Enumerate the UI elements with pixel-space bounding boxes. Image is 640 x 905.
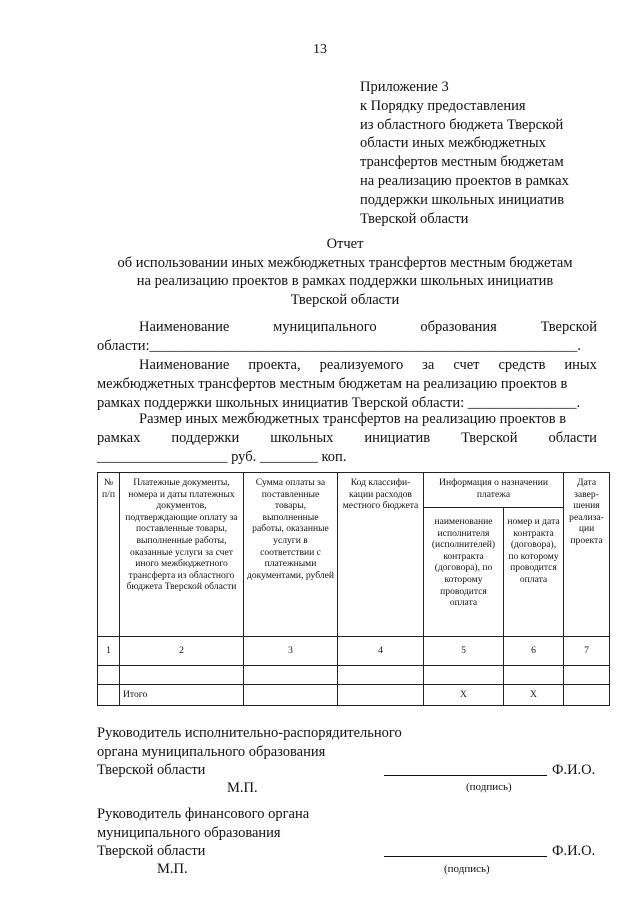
appendix-block [360, 78, 620, 228]
header-completion-date: Дата завер-шения реализа-ции проекта [564, 473, 610, 637]
table-cell [424, 666, 504, 685]
signature-role-line: Руководитель исполнительно-распорядительного [97, 725, 402, 741]
table-total-row [98, 685, 610, 706]
table-cell [244, 685, 338, 706]
field-word: средств [498, 357, 546, 373]
table-cell [98, 685, 120, 706]
table-row [98, 666, 610, 685]
title-line: на реализацию проектов в рамках поддержки школьных инициатив [136, 273, 554, 289]
field-word: области [548, 430, 597, 446]
field-word: образования [420, 319, 497, 335]
signature-block-executive [97, 724, 607, 780]
project-field [97, 356, 597, 413]
total-x-mark: Х [424, 685, 504, 706]
table-cell [564, 685, 610, 706]
signature-line[interactable] [384, 775, 547, 776]
column-number: 1 [98, 637, 120, 666]
signature-role-line: Тверской области [97, 843, 206, 859]
field-word: муниципального [273, 319, 377, 335]
signature-caption: (подпись) [466, 781, 512, 793]
field-word: реализуемого [319, 357, 404, 373]
field-word: Тверской [540, 319, 597, 335]
field-word: рамках [97, 430, 141, 446]
document-title [90, 235, 600, 309]
fio-label: Ф.И.О. [552, 762, 596, 778]
appendix-line: из областного бюджета Тверской [360, 116, 564, 133]
field-word: проекта, [248, 357, 301, 373]
municipality-blank-line: области:___________________________________________________________. [97, 338, 581, 354]
field-word: за [422, 357, 435, 373]
field-word: Наименование [139, 357, 230, 373]
column-number: 5 [424, 637, 504, 666]
appendix-line: области иных межбюджетных [360, 135, 546, 152]
fio-label: Ф.И.О. [552, 843, 596, 859]
field-word: школьных [270, 430, 334, 446]
report-table [97, 472, 610, 706]
title-line: Тверской области [290, 291, 400, 308]
field-word: Тверской [461, 430, 518, 446]
signature-role-line: муниципального образования [97, 824, 281, 841]
amount-field [97, 410, 597, 467]
signature-role-line: Тверской области [97, 762, 206, 778]
column-number: 7 [564, 637, 610, 666]
table-cell [338, 685, 424, 706]
header-payment-info: Информация о назначении платежа [424, 473, 564, 508]
field-word: счет [453, 357, 480, 373]
table-cell [338, 666, 424, 685]
appendix-line: трансфертов местным бюджетам [360, 154, 564, 171]
page-number: 13 [313, 42, 327, 57]
signature-block-finance [97, 805, 607, 861]
appendix-line: к Порядку предоставления [360, 97, 526, 114]
signature-role-line: органа муниципального образования [97, 743, 326, 760]
table-cell [504, 666, 564, 685]
stamp-place-label: М.П. [157, 861, 188, 877]
amount-line: Размер иных межбюджетных трансфертов на реализацию проектов в [139, 411, 567, 427]
header-payment-docs: Платежные документы, номера и даты платежных документов, подтверждающие оплату за поставленные товары, выполненные работы, оказанные услуги за счет иного межбюджетного трансферта из областного бюджета Тверской области [120, 473, 244, 637]
appendix-line: на реализацию проектов в рамках [360, 172, 569, 189]
table-cell [98, 666, 120, 685]
total-x-mark: Х [504, 685, 564, 706]
total-label: Итого [120, 685, 244, 706]
column-number: 4 [338, 637, 424, 666]
header-expense-code: Код классифи-кации расходов местного бюджета [338, 473, 424, 637]
stamp-place-label: М.П. [227, 780, 258, 796]
municipality-field [97, 318, 597, 356]
signature-caption: (подпись) [444, 863, 490, 875]
field-word: инициатив [364, 430, 431, 446]
column-number: 3 [244, 637, 338, 666]
header-contract-number: номер и дата контракта (договора), по которому проводится оплата [504, 508, 564, 637]
column-number: 2 [120, 637, 244, 666]
signature-role-line: Руководитель финансового органа [97, 806, 310, 822]
table-cell [120, 666, 244, 685]
field-word: Наименование [139, 319, 230, 335]
project-line: межбюджетных трансфертов местным бюджетам на реализацию проектов в [97, 376, 568, 392]
header-contractor-name: наименование исполнителя (исполнителей) контракта (договора), по которому проводится оплата [424, 508, 504, 637]
project-line: рамках поддержки школьных инициатив Тверской области: _______________. [97, 395, 581, 411]
amount-blank-line: __________________ руб. ________ коп. [97, 449, 347, 465]
table-column-numbers-row [98, 637, 610, 666]
appendix-line: Тверской области [360, 210, 469, 227]
header-number: № п/п [98, 473, 120, 637]
title-line: об использовании иных межбюджетных трансфертов местным бюджетам [117, 254, 573, 271]
field-word: поддержки [171, 430, 240, 446]
field-word: иных [564, 357, 597, 373]
title-heading: Отчет [326, 236, 364, 252]
appendix-line: Приложение 3 [360, 79, 449, 95]
table-cell [564, 666, 610, 685]
appendix-line: поддержки школьных инициатив [360, 191, 565, 208]
table-header-row [98, 473, 610, 508]
signature-line[interactable] [384, 856, 547, 857]
header-payment-sum: Сумма оплаты за поставленные товары, выполненные работы, оказанные услуги в соответствии с платежными документами, рублей [244, 473, 338, 637]
column-number: 6 [504, 637, 564, 666]
table-cell [244, 666, 338, 685]
